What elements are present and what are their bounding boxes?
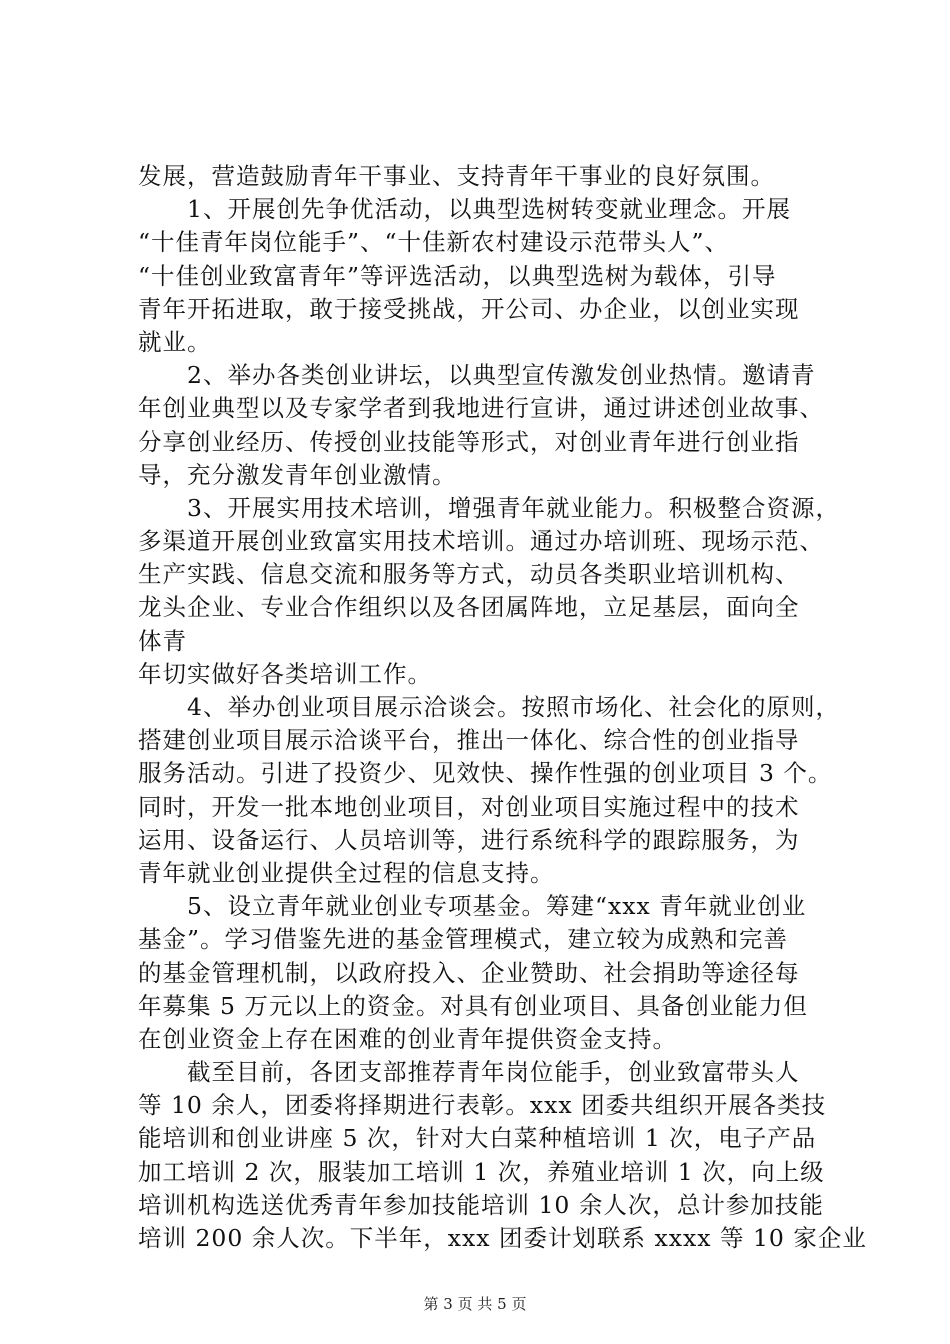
text-line: 等 10 余人，团委将择期进行表彰。xxx 团委共组织开展各类技 — [138, 1091, 827, 1120]
text-line: 1、开展创先争优活动，以典型选树转变就业理念。开展 — [138, 195, 791, 224]
text-line: 年募集 5 万元以上的资金。对具有创业项目、具备创业能力但 — [138, 991, 808, 1020]
text-line: 基金”。学习借鉴先进的基金管理模式，建立较为成熟和完善 — [138, 925, 789, 954]
text-line: 培训 200 余人次。下半年，xxx 团委计划联系 xxxx 等 10 家企业 — [138, 1224, 867, 1252]
text-line: 年创业典型以及专家学者到我地进行宣讲，通过讲述创业故事、 — [138, 394, 824, 423]
text-line: 多渠道开展创业致富实用技术培训。通过办培训班、现场示范、 — [138, 527, 824, 556]
text-line: “十佳青年岗位能手”、“十佳新农村建设示范带头人”、 — [138, 228, 730, 257]
text-line: 2、举办各类创业讲坛，以典型宣传激发创业热情。邀请青 — [138, 361, 816, 390]
text-line: 就业。 — [138, 327, 212, 356]
text-line: 在创业资金上存在困难的创业青年提供资金支持。 — [138, 1024, 677, 1053]
text-line: 青年就业创业提供全过程的信息支持。 — [138, 858, 555, 887]
text-line: 同时，开发一批本地创业项目，对创业项目实施过程中的技术 — [138, 792, 800, 821]
text-line: 青年开拓进取，敢于接受挑战，开公司、办企业，以创业实现 — [138, 294, 800, 323]
text-line: 龙头企业、专业合作组织以及各团属阵地，立足基层，面向全 — [138, 593, 800, 622]
text-line: 培训机构选送优秀青年参加技能培训 10 余人次，总计参加技能 — [138, 1190, 824, 1219]
text-line: 分享创业经历、传授创业技能等形式，对创业青年进行创业指 — [138, 427, 800, 456]
text-line: 体青 — [138, 626, 187, 655]
text-line: 发展，营造鼓励青年干事业、支持青年干事业的良好氛围。 — [138, 162, 775, 190]
text-line: 4、举办创业项目展示洽谈会。按照市场化、社会化的原则， — [138, 693, 840, 721]
text-line: 加工培训 2 次，服装加工培训 1 次，养殖业培训 1 次，向上级 — [138, 1157, 825, 1186]
text-line: 3、开展实用技术培训，增强青年就业能力。积极整合资源， — [138, 493, 840, 522]
text-line: 服务活动。引进了投资少、见效快、操作性强的创业项目 3 个。 — [138, 759, 833, 788]
text-line: 能培训和创业讲座 5 次，针对大白菜种植培训 1 次，电子产品 — [138, 1124, 817, 1153]
text-line: 年切实做好各类培训工作。 — [138, 659, 432, 688]
text-line: 的基金管理机制，以政府投入、企业赞助、社会捐助等途径每 — [138, 958, 800, 987]
text-line: “十佳创业致富青年”等评选活动，以典型选树为载体，引导 — [138, 261, 777, 290]
document-body — [138, 160, 867, 1255]
text-line: 5、设立青年就业创业专项基金。筹建“xxx 青年就业创业 — [138, 892, 807, 921]
page-number-label: 第 3 页 共 5 页 — [423, 1295, 527, 1313]
page-footer — [0, 1294, 950, 1314]
text-line: 生产实践、信息交流和服务等方式，动员各类职业培训机构、 — [138, 560, 800, 589]
text-line: 截至目前，各团支部推荐青年岗位能手，创业致富带头人 — [138, 1058, 800, 1087]
text-line: 导，充分激发青年创业激情。 — [138, 460, 457, 489]
text-line: 运用、设备运行、人员培训等，进行系统科学的跟踪服务，为 — [138, 825, 800, 854]
text-line: 搭建创业项目展示洽谈平台，推出一体化、综合性的创业指导 — [138, 726, 800, 755]
